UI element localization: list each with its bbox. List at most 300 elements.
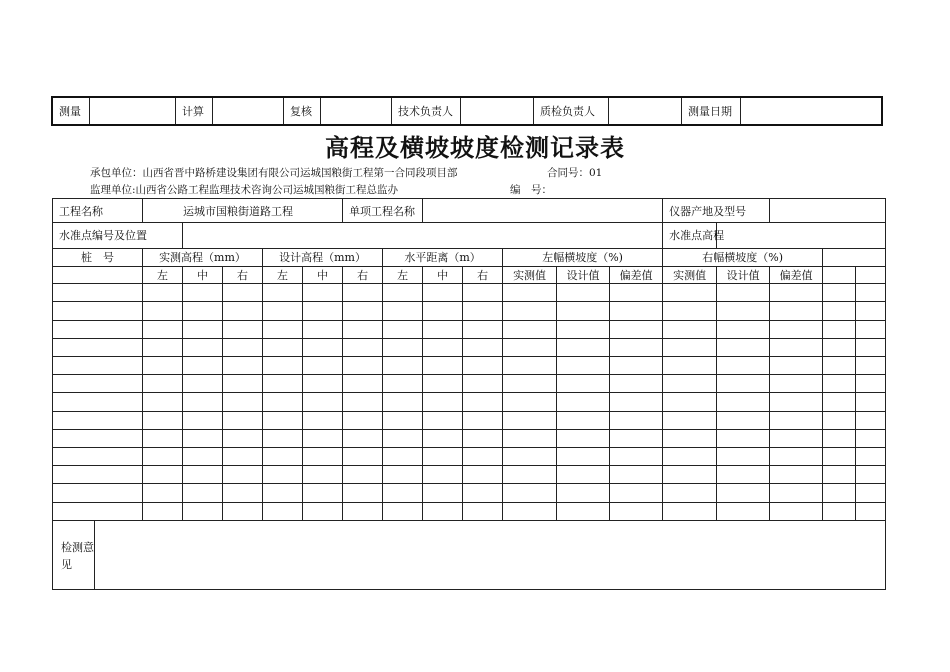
table-row [53,484,886,502]
table-cell[interactable] [717,375,770,393]
table-cell[interactable] [770,466,823,484]
table-cell[interactable] [610,320,663,338]
table-cell[interactable] [557,484,610,502]
table-cell[interactable] [610,484,663,502]
contractor-value: 山西省晋中路桥建设集团有限公司运城国粮街工程第一合同段项目部 [142,167,458,179]
table-cell[interactable] [856,448,886,466]
table-cell[interactable] [557,429,610,447]
table-cell[interactable] [423,320,463,338]
signoff-field[interactable] [609,97,682,125]
table-cell[interactable] [557,393,610,411]
table-cell[interactable] [53,284,143,302]
table-cell[interactable] [610,302,663,320]
table-cell[interactable] [343,393,383,411]
table-cell[interactable] [143,320,183,338]
table-cell[interactable] [53,484,143,502]
table-cell[interactable] [463,320,503,338]
table-cell[interactable] [503,448,557,466]
table-cell[interactable] [717,302,770,320]
table-cell[interactable] [463,284,503,302]
table-cell[interactable] [343,375,383,393]
table-cell[interactable] [557,284,610,302]
table-cell[interactable] [663,284,717,302]
signoff-field[interactable] [741,97,883,125]
table-cell[interactable] [303,448,343,466]
table-cell[interactable] [383,284,423,302]
table-cell[interactable] [823,320,856,338]
table-cell[interactable] [53,320,143,338]
contractor-label: 承包单位： [90,167,143,179]
opinion-row [53,521,886,590]
table-cell[interactable] [823,375,856,393]
table-cell[interactable] [303,356,343,374]
table-cell[interactable] [717,338,770,356]
table-cell[interactable] [383,320,423,338]
table-cell[interactable] [463,502,503,520]
table-cell[interactable] [856,320,886,338]
table-cell[interactable] [343,411,383,429]
table-cell[interactable] [503,466,557,484]
table-cell[interactable] [223,284,263,302]
table-cell[interactable] [717,393,770,411]
table-cell[interactable] [557,320,610,338]
table-cell[interactable] [557,448,610,466]
table-cell[interactable] [423,284,463,302]
table-cell[interactable] [663,356,717,374]
table-cell[interactable] [183,338,223,356]
table-cell[interactable] [183,429,223,447]
table-cell[interactable] [263,411,303,429]
table-cell[interactable] [343,448,383,466]
table-cell[interactable] [53,502,143,520]
table-cell[interactable] [183,484,223,502]
table-cell[interactable] [856,393,886,411]
table-cell[interactable] [383,448,423,466]
table-cell[interactable] [263,375,303,393]
instrument-field[interactable] [770,199,886,223]
table-cell[interactable] [856,466,886,484]
data-rows [53,284,886,521]
table-cell[interactable] [343,429,383,447]
table-cell[interactable] [223,466,263,484]
table-cell[interactable] [717,284,770,302]
serial-label: 编 号： [510,184,552,196]
opinion-label: 检测意见 [53,521,95,589]
table-cell[interactable] [823,338,856,356]
contract-no-label: 合同号： [547,167,589,179]
table-cell[interactable] [856,375,886,393]
table-cell[interactable] [423,302,463,320]
table-cell[interactable] [223,448,263,466]
table-cell[interactable] [383,375,423,393]
supervisor-value: 山西省公路工程监理技术咨询公司运城国粮街工程总监办 [135,184,399,196]
table-row [53,466,886,484]
table-cell[interactable] [503,484,557,502]
table-cell[interactable] [463,375,503,393]
table-cell[interactable] [223,338,263,356]
table-cell[interactable] [503,502,557,520]
table-cell[interactable] [610,502,663,520]
table-cell[interactable] [503,375,557,393]
table-cell[interactable] [343,302,383,320]
subheader-blank [856,266,886,283]
table-cell[interactable] [303,284,343,302]
table-cell[interactable] [717,502,770,520]
table-cell[interactable] [423,484,463,502]
table-cell[interactable] [717,448,770,466]
table-cell[interactable] [143,429,183,447]
header-hdist: 水平距离（m） [383,248,503,266]
signoff-label: 测量 [52,97,90,125]
table-cell[interactable] [663,302,717,320]
table-cell[interactable] [663,484,717,502]
table-cell[interactable] [223,484,263,502]
table-cell[interactable] [383,466,423,484]
table-cell[interactable] [823,393,856,411]
benchmark-field[interactable] [183,223,663,248]
supervisor-line [90,182,398,197]
subheader-cell: 左 [143,266,183,283]
table-row [53,284,886,302]
table-cell[interactable] [53,429,143,447]
table-cell[interactable] [823,411,856,429]
table-cell[interactable] [53,411,143,429]
table-cell[interactable] [770,284,823,302]
table-cell[interactable] [423,448,463,466]
subheader-cell: 右 [223,266,263,283]
table-cell[interactable] [770,448,823,466]
table-cell[interactable] [53,375,143,393]
table-cell[interactable] [557,411,610,429]
table-cell[interactable] [610,356,663,374]
signoff-label: 技术负责人 [392,97,461,125]
table-cell[interactable] [770,338,823,356]
table-cell[interactable] [823,429,856,447]
table-cell[interactable] [183,448,223,466]
table-cell[interactable] [463,338,503,356]
table-cell[interactable] [303,429,343,447]
benchmark-elev-field[interactable] [717,223,886,248]
table-cell[interactable] [557,502,610,520]
subheader-cell: 偏差值 [770,266,823,283]
table-cell[interactable] [143,356,183,374]
subheader-cell: 左 [263,266,303,283]
table-cell[interactable] [503,302,557,320]
table-cell[interactable] [663,320,717,338]
item-name-field[interactable] [423,199,663,223]
table-cell[interactable] [263,338,303,356]
table-cell[interactable] [183,356,223,374]
table-cell[interactable] [53,466,143,484]
table-cell[interactable] [303,393,343,411]
table-cell[interactable] [856,338,886,356]
table-cell[interactable] [856,302,886,320]
table-cell[interactable] [503,393,557,411]
header-right-slope: 右幅横坡度（%) [663,248,823,266]
table-cell[interactable] [263,448,303,466]
signoff-label: 测量日期 [682,97,741,125]
table-cell[interactable] [717,466,770,484]
table-cell[interactable] [383,411,423,429]
table-cell[interactable] [53,302,143,320]
table-cell[interactable] [503,284,557,302]
item-name-label: 单项工程名称 [343,199,423,223]
table-row [53,502,886,520]
table-cell[interactable] [823,302,856,320]
table-cell[interactable] [383,356,423,374]
table-cell[interactable] [143,393,183,411]
table-cell[interactable] [610,338,663,356]
table-row [53,375,886,393]
table-cell[interactable] [557,338,610,356]
table-cell[interactable] [423,338,463,356]
table-cell[interactable] [343,338,383,356]
header-left-slope: 左幅横坡度（%) [503,248,663,266]
table-cell[interactable] [303,338,343,356]
table-cell[interactable] [423,502,463,520]
subheader-cell: 中 [303,266,343,283]
table-cell[interactable] [823,448,856,466]
table-cell[interactable] [383,429,423,447]
table-cell[interactable] [383,302,423,320]
table-cell[interactable] [503,338,557,356]
table-cell[interactable] [183,302,223,320]
contract-no-line [547,165,602,180]
table-cell[interactable] [610,448,663,466]
table-cell[interactable] [343,284,383,302]
table-cell[interactable] [463,393,503,411]
table-cell[interactable] [717,320,770,338]
table-cell[interactable] [557,375,610,393]
table-cell[interactable] [717,429,770,447]
table-cell[interactable] [143,466,183,484]
subheader-cell: 右 [463,266,503,283]
header-blank [823,248,886,266]
table-cell[interactable] [663,393,717,411]
table-cell[interactable] [610,375,663,393]
table-cell[interactable] [856,429,886,447]
table-cell[interactable] [223,411,263,429]
table-cell[interactable] [770,429,823,447]
table-cell[interactable] [143,502,183,520]
project-name-label: 工程名称 [53,199,143,223]
table-cell[interactable] [663,375,717,393]
table-row [53,320,886,338]
table-cell[interactable] [823,466,856,484]
table-cell[interactable] [423,393,463,411]
table-cell[interactable] [343,484,383,502]
table-cell[interactable] [303,302,343,320]
table-cell[interactable] [343,356,383,374]
table-cell[interactable] [463,466,503,484]
table-cell[interactable] [303,375,343,393]
table-cell[interactable] [423,411,463,429]
table-cell[interactable] [557,356,610,374]
table-cell[interactable] [663,338,717,356]
benchmark-elev-label: 水准点高程 [663,223,717,248]
table-cell[interactable] [343,320,383,338]
table-cell[interactable] [183,320,223,338]
project-name-value[interactable]: 运城市国粮街道路工程 [143,199,343,223]
signoff-field[interactable] [461,97,534,125]
table-cell[interactable] [717,411,770,429]
table-cell[interactable] [263,356,303,374]
header-design: 设计高程（mm） [263,248,383,266]
table-cell[interactable] [263,284,303,302]
table-cell[interactable] [343,466,383,484]
signoff-field[interactable] [213,97,284,125]
table-cell[interactable] [223,320,263,338]
signoff-label: 计算 [176,97,213,125]
table-cell[interactable] [223,429,263,447]
subheader-blank [53,266,143,283]
table-cell[interactable] [223,375,263,393]
subheader-cell: 右 [343,266,383,283]
subheader-cell: 中 [183,266,223,283]
table-cell[interactable] [770,484,823,502]
table-cell[interactable] [610,466,663,484]
signoff-label: 复核 [284,97,321,125]
table-cell[interactable] [503,320,557,338]
table-cell[interactable] [263,484,303,502]
table-cell[interactable] [263,302,303,320]
table-cell[interactable] [463,484,503,502]
table-cell[interactable] [823,284,856,302]
table-cell[interactable] [663,448,717,466]
table-cell[interactable] [183,375,223,393]
table-cell[interactable] [610,393,663,411]
table-cell[interactable] [770,411,823,429]
table-cell[interactable] [143,302,183,320]
header-measured: 实测高程（mm） [143,248,263,266]
table-cell[interactable] [717,356,770,374]
table-cell[interactable] [303,466,343,484]
table-cell[interactable] [770,502,823,520]
table-cell[interactable] [303,411,343,429]
table-cell[interactable] [770,375,823,393]
table-cell[interactable] [223,356,263,374]
signoff-field[interactable] [90,97,176,125]
table-cell[interactable] [183,284,223,302]
table-cell[interactable] [183,411,223,429]
table-cell[interactable] [770,302,823,320]
table-cell[interactable] [503,411,557,429]
table-cell[interactable] [53,448,143,466]
table-row [53,411,886,429]
table-cell[interactable] [303,484,343,502]
table-cell[interactable] [183,393,223,411]
table-cell[interactable] [823,484,856,502]
table-cell[interactable] [383,502,423,520]
table-cell[interactable] [663,429,717,447]
table-row [53,448,886,466]
table-cell[interactable] [770,320,823,338]
record-table [52,198,886,590]
table-cell[interactable] [856,502,886,520]
table-cell[interactable] [770,393,823,411]
table-cell[interactable] [143,375,183,393]
table-cell[interactable] [343,502,383,520]
table-row [53,393,886,411]
signoff-field[interactable] [321,97,392,125]
subheader-cell: 实测值 [663,266,717,283]
table-cell[interactable] [263,429,303,447]
table-cell[interactable] [663,411,717,429]
table-cell[interactable] [143,411,183,429]
table-cell[interactable] [856,484,886,502]
table-cell[interactable] [143,338,183,356]
table-cell[interactable] [503,429,557,447]
table-cell[interactable] [610,429,663,447]
subheader-cell: 偏差值 [610,266,663,283]
table-cell[interactable] [856,356,886,374]
subheader-cell: 设计值 [717,266,770,283]
table-row [53,429,886,447]
table-cell[interactable] [423,466,463,484]
table-cell[interactable] [423,429,463,447]
table-cell[interactable] [223,393,263,411]
table-cell[interactable] [143,284,183,302]
table-cell[interactable] [143,484,183,502]
table-cell[interactable] [383,393,423,411]
table-cell[interactable] [383,338,423,356]
table-cell[interactable] [823,502,856,520]
benchmark-label: 水准点编号及位置 [53,223,183,248]
subheader-cell: 实测值 [503,266,557,283]
table-cell[interactable] [856,284,886,302]
table-cell[interactable] [223,502,263,520]
table-cell[interactable] [303,502,343,520]
table-cell[interactable] [463,448,503,466]
table-cell[interactable] [53,393,143,411]
table-cell[interactable] [557,466,610,484]
table-cell[interactable] [463,356,503,374]
table-cell[interactable] [423,375,463,393]
table-cell[interactable] [183,502,223,520]
table-row [53,356,886,374]
table-cell[interactable] [53,356,143,374]
table-cell[interactable] [663,466,717,484]
table-cell[interactable] [610,284,663,302]
table-cell[interactable] [856,411,886,429]
table-row [53,338,886,356]
contractor-line [90,165,458,180]
table-cell[interactable] [503,356,557,374]
table-cell[interactable] [303,320,343,338]
table-cell[interactable] [610,411,663,429]
table-cell[interactable] [53,338,143,356]
table-cell[interactable] [557,302,610,320]
table-cell[interactable] [263,502,303,520]
table-cell[interactable] [717,484,770,502]
table-cell[interactable] [463,411,503,429]
table-cell[interactable] [663,502,717,520]
table-cell[interactable] [383,484,423,502]
contract-no-value: 01 [589,167,603,179]
instrument-label: 仪器产地及型号 [663,199,770,223]
table-cell[interactable] [770,356,823,374]
table-cell[interactable] [823,356,856,374]
table-cell[interactable] [463,429,503,447]
table-cell[interactable] [263,466,303,484]
table-cell[interactable] [263,393,303,411]
table-cell[interactable] [263,320,303,338]
table-cell[interactable] [463,302,503,320]
table-cell[interactable] [423,356,463,374]
table-cell[interactable] [143,448,183,466]
table-cell[interactable] [223,302,263,320]
table-cell[interactable] [183,466,223,484]
